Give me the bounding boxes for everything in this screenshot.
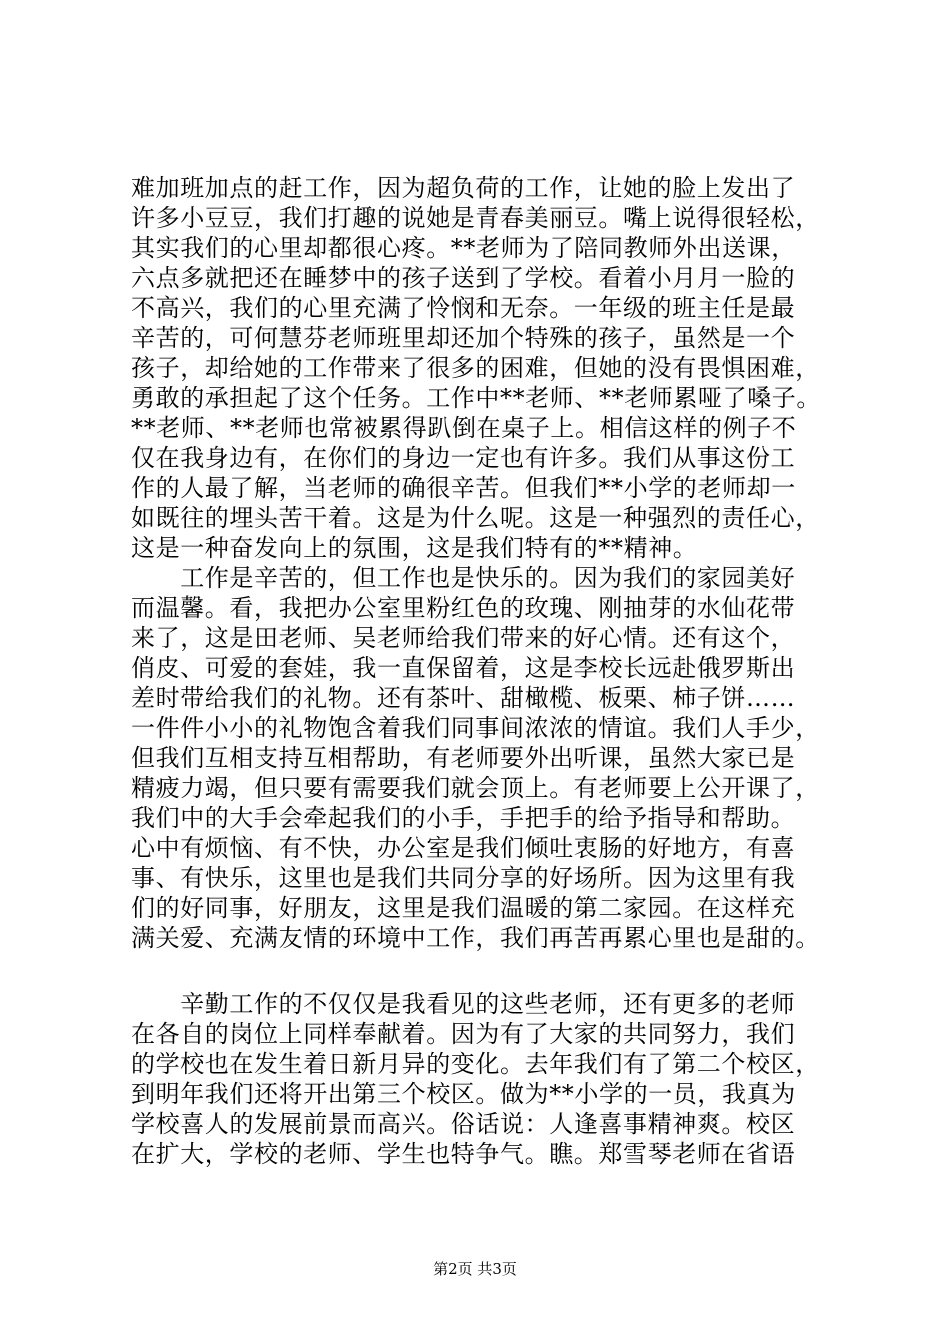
- page-footer: 第2页 共3页: [433, 1260, 517, 1278]
- text-line: 一件件小小的礼物饱含着我们同事间浓浓的情谊。我们人手少，: [131, 714, 820, 742]
- text-line: 其实我们的心里却都很心疼。**老师为了陪同教师外出送课，: [131, 234, 796, 262]
- paragraph-gap: [131, 953, 851, 989]
- text-line: 满关爱、充满友情的环境中工作，我们再苦再累心里也是甜的。: [131, 924, 820, 952]
- text-line: 工作是辛苦的，但工作也是快乐的。因为我们的家园美好: [131, 564, 796, 592]
- text-line: 仅在我身边有，在你们的身边一定也有许多。我们从事这份工: [131, 444, 796, 472]
- text-line: 差时带给我们的礼物。还有茶叶、甜橄榄、板栗、柿子饼……: [131, 684, 796, 712]
- text-line: 到明年我们还将开出第三个校区。做为**小学的一员，我真为: [131, 1080, 796, 1108]
- text-line: 辛勤工作的不仅仅是我看见的这些老师，还有更多的老师: [131, 990, 796, 1018]
- text-line: 孩子，却给她的工作带来了很多的困难，但她的没有畏惧困难，: [131, 354, 820, 382]
- text-line: 辛苦的，可何慧芬老师班里却还加个特殊的孩子，虽然是一个: [131, 324, 796, 352]
- text-line: 学校喜人的发展前景而高兴。俗话说：人逢喜事精神爽。校区: [131, 1110, 796, 1138]
- text-line: 在各自的岗位上同样奉献着。因为有了大家的共同努力，我们: [131, 1020, 796, 1048]
- text-line: 这是一种奋发向上的氛围，这是我们特有的**精神。: [131, 534, 698, 562]
- text-line: 事、有快乐，这里也是我们共同分享的好场所。因为这里有我: [131, 864, 796, 892]
- text-line: 六点多就把还在睡梦中的孩子送到了学校。看着小月月一脸的: [131, 264, 796, 292]
- text-line: 俏皮、可爱的套娃，我一直保留着，这是李校长远赴俄罗斯出: [131, 654, 796, 682]
- text-line: 我们中的大手会牵起我们的小手，手把手的给予指导和帮助。: [131, 804, 796, 832]
- text-line: **老师、**老师也常被累得趴倒在桌子上。相信这样的例子不: [131, 414, 797, 442]
- text-line: 难加班加点的赶工作，因为超负荷的工作，让她的脸上发出了: [131, 174, 796, 202]
- body-text: [131, 173, 851, 1169]
- text-line: 但我们互相支持互相帮助，有老师要外出听课，虽然大家已是: [131, 744, 796, 772]
- text-line: 许多小豆豆，我们打趣的说她是青春美丽豆。嘴上说得很轻松，: [131, 204, 820, 232]
- text-line: 作的人最了解，当老师的确很辛苦。但我们**小学的老师却一: [131, 474, 796, 502]
- text-line: 精疲力竭，但只要有需要我们就会顶上。有老师要上公开课了，: [131, 774, 820, 802]
- text-line: 不高兴，我们的心里充满了怜悯和无奈。一年级的班主任是最: [131, 294, 796, 322]
- text-line: 的学校也在发生着日新月异的变化。去年我们有了第二个校区，: [131, 1050, 820, 1078]
- text-line: 来了，这是田老师、吴老师给我们带来的好心情。还有这个，: [131, 624, 796, 652]
- text-line: 而温馨。看，我把办公室里粉红色的玫瑰、刚抽芽的水仙花带: [131, 594, 796, 622]
- text-line: 勇敢的承担起了这个任务。工作中**老师、**老师累哑了嗓子。: [131, 384, 821, 412]
- text-line: 心中有烦恼、有不快，办公室是我们倾吐衷肠的好地方，有喜: [131, 834, 796, 862]
- text-line: 在扩大，学校的老师、学生也特争气。瞧。郑雪琴老师在省语: [131, 1140, 796, 1168]
- text-line: 如既往的埋头苦干着。这是为什么呢。这是一种强烈的责任心，: [131, 504, 820, 532]
- text-line: 们的好同事，好朋友，这里是我们温暖的第二家园。在这样充: [131, 894, 796, 922]
